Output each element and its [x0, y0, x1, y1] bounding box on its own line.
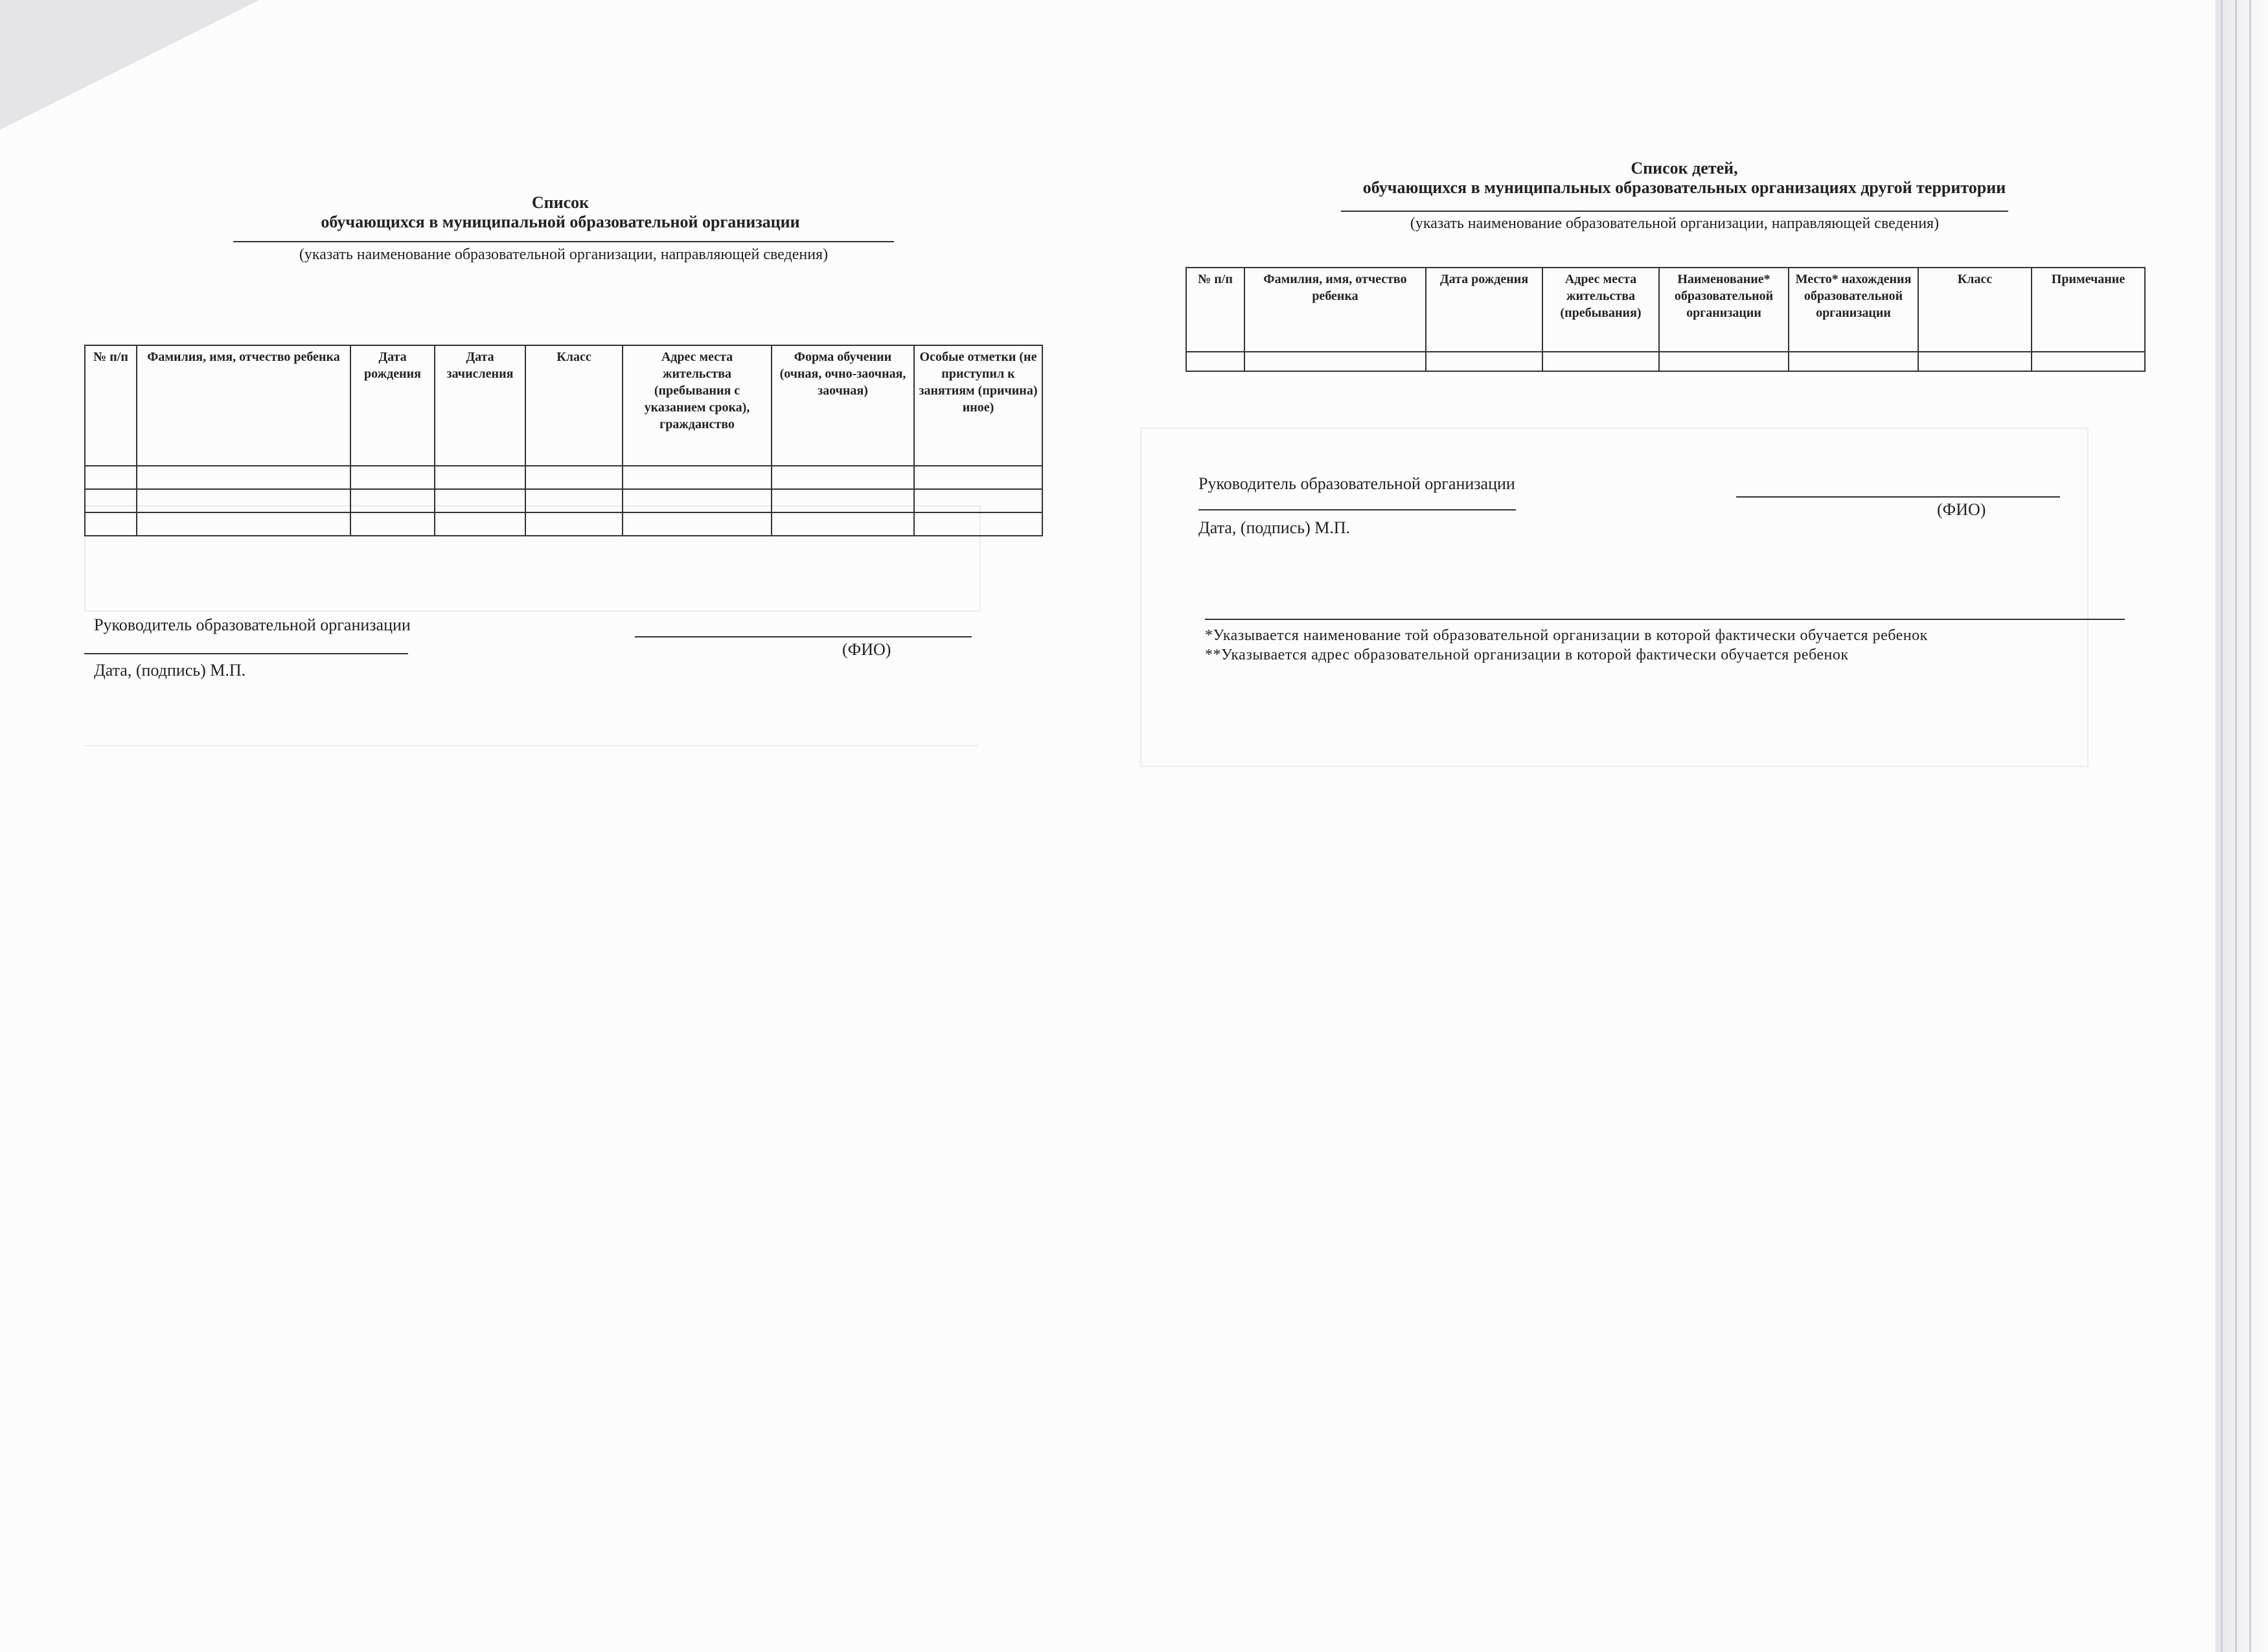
left-col-number: № п/п [85, 345, 137, 466]
right-head-signature-line [1198, 509, 1516, 511]
table-row [85, 489, 1042, 512]
left-col-class: Класс [525, 345, 623, 466]
table-cell[interactable] [1918, 352, 2032, 371]
left-org-caption: (указать наименование образовательной организации, направляющей сведения) [299, 246, 829, 263]
right-table-header [1186, 268, 2145, 352]
right-form-title [1263, 159, 2105, 198]
table-cell[interactable] [914, 489, 1042, 512]
table-cell[interactable] [1789, 352, 1918, 371]
table-cell[interactable] [623, 466, 772, 489]
right-col-name: Фамилия, имя, отчество ребенка [1244, 268, 1426, 352]
left-head-signature-line [84, 653, 408, 654]
left-form-title [259, 193, 862, 232]
left-col-enrollment-date: Дата зачисления [435, 345, 525, 466]
left-col-notes: Особые отметки (не приступил к занятиям (причина) иное) [914, 345, 1042, 466]
bleed-through-line [84, 745, 978, 746]
table-cell[interactable] [137, 512, 350, 536]
right-org-caption: (указать наименование образовательной организации, направляющей сведения) [1410, 215, 1940, 232]
right-col-address: Адрес места жительства (пребывания) [1542, 268, 1659, 352]
table-cell[interactable] [772, 466, 914, 489]
table-cell[interactable] [85, 489, 137, 512]
right-col-number: № п/п [1186, 268, 1244, 352]
table-cell[interactable] [1426, 352, 1542, 371]
table-cell[interactable] [1186, 352, 1244, 371]
left-col-name: Фамилия, имя, отчество ребенка [137, 345, 350, 466]
left-fio-line [635, 636, 972, 637]
left-title-line2: обучающихся в муниципальной образовательной организации [321, 212, 800, 231]
table-cell[interactable] [85, 512, 137, 536]
left-table-header [85, 345, 1042, 466]
left-col-birthdate: Дата рождения [350, 345, 435, 466]
table-cell[interactable] [914, 512, 1042, 536]
right-fio-line [1736, 496, 2060, 498]
left-org-name-line [233, 241, 894, 242]
table-cell[interactable] [914, 466, 1042, 489]
left-students-table [84, 345, 1043, 536]
table-cell[interactable] [435, 466, 525, 489]
left-fio-label: (ФИО) [842, 640, 891, 659]
table-cell[interactable] [85, 466, 137, 489]
table-cell[interactable] [137, 466, 350, 489]
table-cell[interactable] [1659, 352, 1789, 371]
right-col-remarks: Примечание [2032, 268, 2145, 352]
stack-edge [2216, 0, 2268, 1652]
table-row [85, 466, 1042, 489]
right-date-label: Дата, (подпись) М.П. [1198, 518, 1351, 537]
right-col-birthdate: Дата рождения [1426, 268, 1542, 352]
table-cell[interactable] [1244, 352, 1426, 371]
left-col-address: Адрес места жительства (пребывания с указанием срока), гражданство [623, 345, 772, 466]
table-cell[interactable] [350, 489, 435, 512]
right-head-label: Руководитель образовательной организации [1198, 474, 1515, 493]
footnote-1: *Указывается наименование той образовательной организации в которой фактически обучается ребенок [1205, 627, 1928, 644]
table-cell[interactable] [350, 466, 435, 489]
right-org-name-line [1341, 211, 2008, 212]
left-date-label: Дата, (подпись) М.П. [94, 661, 246, 680]
table-row [1186, 352, 2145, 371]
right-children-table [1186, 267, 2146, 372]
table-cell[interactable] [1542, 352, 1659, 371]
table-cell[interactable] [435, 489, 525, 512]
table-cell[interactable] [525, 512, 623, 536]
table-cell[interactable] [2032, 352, 2145, 371]
table-cell[interactable] [772, 489, 914, 512]
footnote-separator [1205, 619, 2125, 620]
left-head-label: Руководитель образовательной организации [94, 615, 411, 634]
right-col-org-name: Наименование* образовательной организации [1659, 268, 1789, 352]
table-row [85, 512, 1042, 536]
table-cell[interactable] [137, 489, 350, 512]
page-fold-corner [0, 0, 259, 130]
table-cell[interactable] [772, 512, 914, 536]
left-title-line1: Список [531, 193, 590, 212]
table-cell[interactable] [435, 512, 525, 536]
table-cell[interactable] [623, 512, 772, 536]
left-col-study-form: Форма обучении (очная, очно-заочная, заочная) [772, 345, 914, 466]
table-cell[interactable] [525, 466, 623, 489]
right-col-class: Класс [1918, 268, 2032, 352]
table-cell[interactable] [525, 489, 623, 512]
right-col-org-location: Место* нахождения образовательной организации [1789, 268, 1918, 352]
table-cell[interactable] [350, 512, 435, 536]
right-fio-label: (ФИО) [1937, 500, 1986, 519]
table-cell[interactable] [623, 489, 772, 512]
right-title-line2: обучающихся в муниципальных образовательных организациях другой территории [1362, 178, 2006, 197]
right-title-line1: Список детей, [1631, 159, 1738, 178]
footnote-2: **Указывается адрес образовательной организации в которой фактически обучается ребенок [1205, 647, 1849, 663]
